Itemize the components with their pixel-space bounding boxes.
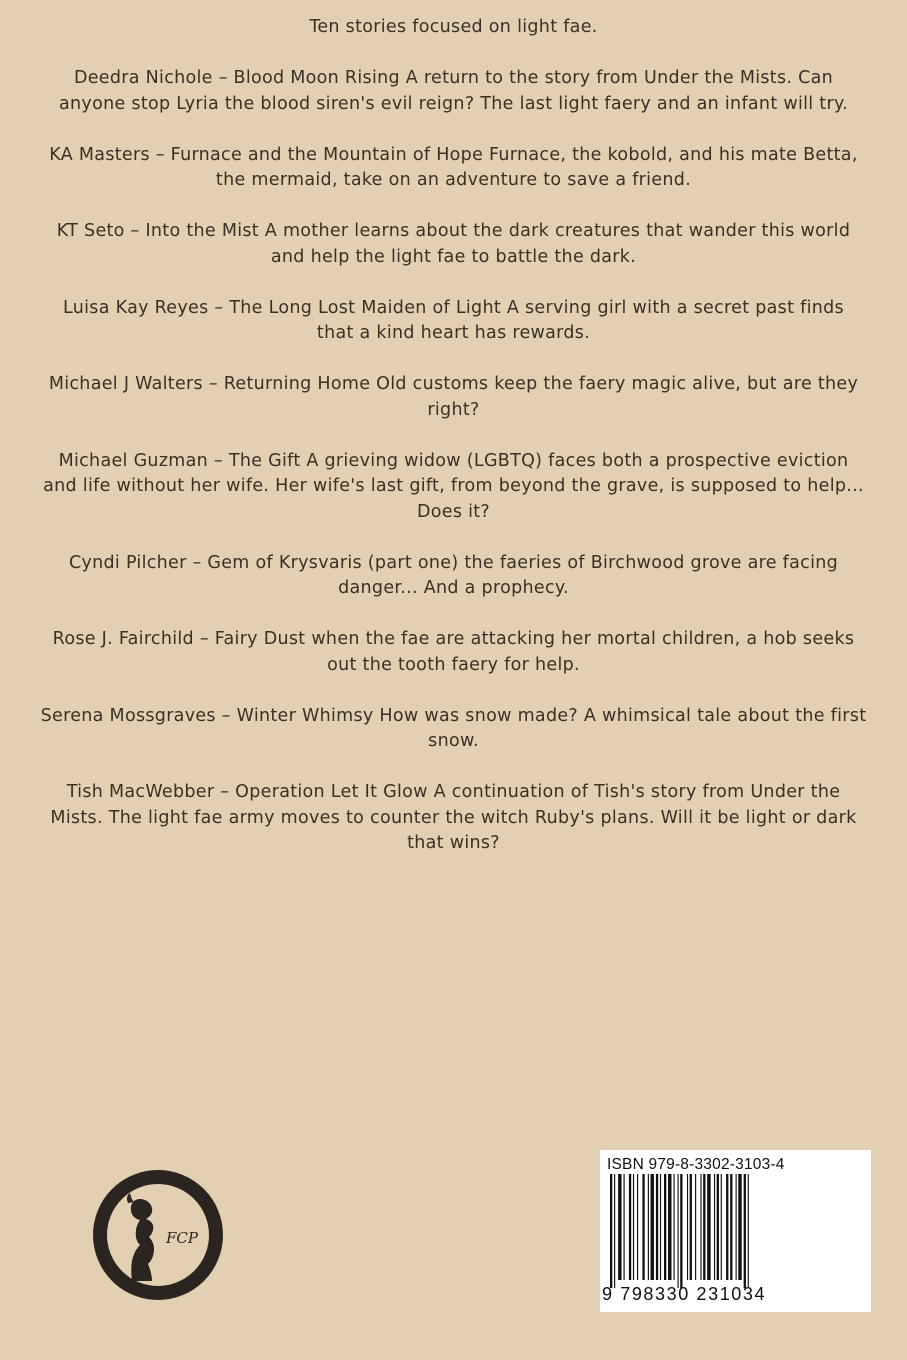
story-line: KT Seto – Into the Mist A mother learns about the dark creatures that wander this world [56, 221, 851, 241]
story-line: out the tooth faery for help. [327, 654, 580, 675]
story-line: and help the light fae to battle the dark. [270, 246, 637, 267]
barcode-bar [648, 1174, 649, 1280]
barcode-bar [651, 1174, 654, 1280]
barcode-bar [614, 1174, 615, 1288]
barcode-bar [730, 1174, 732, 1280]
barcode-bar [714, 1174, 715, 1280]
story-entry [20, 627, 887, 678]
fcp-logo-icon [86, 1163, 230, 1307]
barcode-bar [680, 1174, 682, 1288]
story-line: Michael Guzman – The Gift A grieving widow (LGBTQ) faces both a prospective eviction [58, 450, 849, 471]
story-line: and life without her wife. Her wife's last gift, from beyond the grave, is supposed to help... [43, 476, 864, 496]
barcode-bar [624, 1174, 625, 1280]
barcode-bar [738, 1174, 741, 1280]
barcode-bar [637, 1174, 638, 1280]
barcode-bar [642, 1174, 644, 1280]
barcode-bar [744, 1174, 746, 1288]
story-line: danger... And a prophecy. [338, 578, 569, 598]
barcode-bar [726, 1174, 728, 1280]
story-line: Tish MacWebber – Operation Let It Glow A continuation of Tish's story from Under the [66, 782, 841, 802]
story-entry [20, 551, 887, 602]
story-line: right? [427, 399, 480, 420]
barcode-bar [664, 1174, 666, 1280]
story-line: snow. [428, 731, 479, 751]
story-line: Does it? [416, 501, 491, 522]
barcode-bar [678, 1174, 679, 1288]
story-entry [20, 219, 887, 270]
story-line: anyone stop Lyria the blood siren's evil reign? The last light faery and an infant will try. [59, 93, 848, 114]
barcode-icon [610, 1174, 780, 1288]
barcode-bar [748, 1174, 749, 1288]
story-line: Cyndi Pilcher – Gem of Krysvaris (part one) the faeries of Birchwood grove are facing [68, 552, 839, 573]
isbn-barcode-block [600, 1150, 871, 1312]
story-entry [20, 704, 887, 755]
story-list [20, 66, 887, 882]
barcode-bar [687, 1174, 688, 1280]
barcode-digits: 9 798330 231034 [602, 1284, 767, 1304]
barcode-bar [656, 1174, 658, 1280]
fcp-logo [86, 1163, 230, 1307]
barcode-bar [703, 1174, 705, 1280]
story-line: Michael J Walters – Returning Home Old customs keep the faery magic alive, but are they [48, 374, 859, 394]
story-line: Serena Mossgraves – Winter Whimsy How was snow made? A whimsical tale about the first [40, 705, 867, 726]
barcode-bar [690, 1174, 692, 1280]
barcode-bar [629, 1174, 631, 1280]
barcode-bar [707, 1174, 710, 1280]
intro-text: Ten stories focused on light fae. [309, 17, 598, 37]
barcode-bar [717, 1174, 719, 1280]
story-entry [20, 296, 887, 347]
story-entry [20, 372, 887, 423]
story-entry [20, 780, 887, 857]
story-line: Deedra Nichole – Blood Moon Rising A return to the story from Under the Mists. Can [73, 68, 834, 88]
story-line: that wins? [407, 833, 500, 853]
barcode-bar [721, 1174, 722, 1280]
story-line: Rose J. Fairchild – Fairy Dust when the fae are attacking her mortal children, a hob seeks [52, 629, 855, 649]
story-line: Luisa Kay Reyes – The Long Lost Maiden of Light A serving girl with a secret past finds [63, 297, 844, 318]
barcode-bar [633, 1174, 634, 1280]
story-line: that a kind heart has rewards. [316, 323, 591, 343]
logo-text: FCP [166, 1229, 198, 1247]
barcode-bar [695, 1174, 696, 1280]
story-line: KA Masters – Furnace and the Mountain of Hope Furnace, the kobold, and his mate Betta, [49, 144, 858, 165]
story-entry [20, 449, 887, 526]
story-line: the mermaid, take on an adventure to save a friend. [215, 170, 692, 190]
barcode-bar [673, 1174, 674, 1280]
story-entry [20, 66, 887, 117]
barcode-bar [736, 1174, 737, 1280]
barcode-bar [618, 1174, 621, 1280]
story-entry [20, 143, 887, 194]
barcode-bar [668, 1174, 671, 1280]
barcode-bar [610, 1174, 612, 1288]
barcode-bar [660, 1174, 661, 1280]
isbn-label: ISBN 979-8-3302-3103-4 [607, 1156, 785, 1173]
barcode-bar [700, 1174, 701, 1280]
story-line: Mists. The light fae army moves to counter the witch Ruby's plans. Will it be light or dark [50, 807, 857, 828]
